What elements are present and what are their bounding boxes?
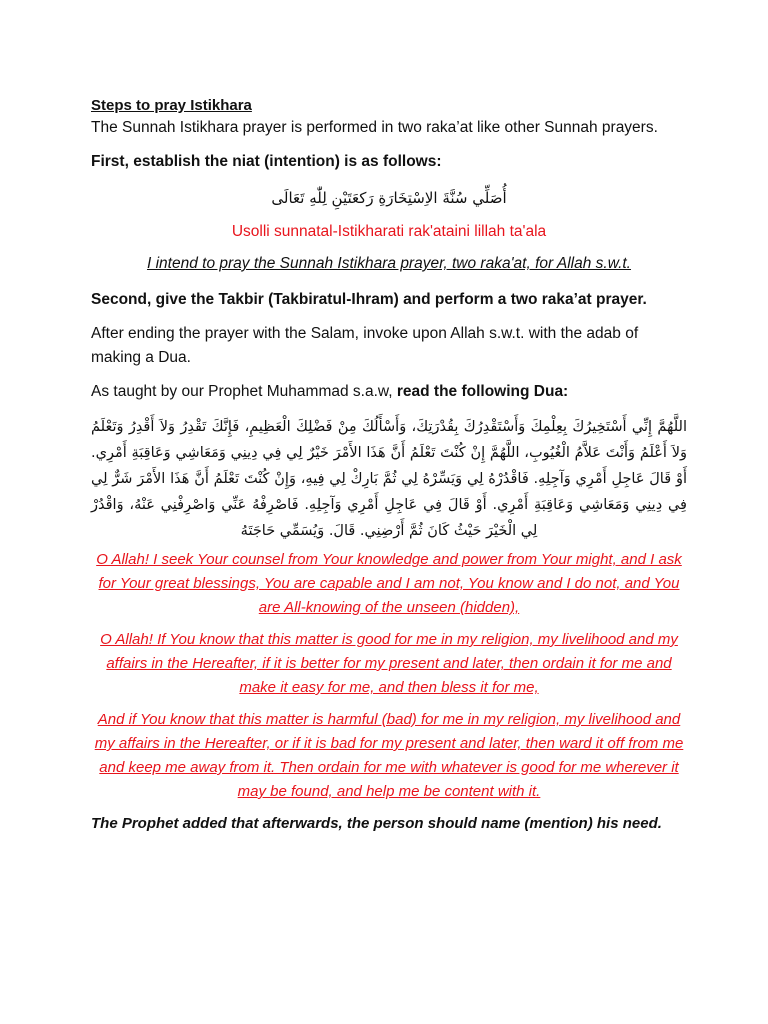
document-body: [91, 96, 687, 836]
dua-intro-bold: read the following Dua:: [396, 383, 569, 400]
niat-arabic-text: أُصَلِّي سُنَّةَ الاِسْتِخَارَةِ رَكعَتَيْنِ لِلّٰهِ تَعَالَى: [271, 189, 507, 207]
dua-translation-part-2: O Allah! If You know that this matter is good for me in my religion, my livelihood and my affairs in the Hereafter, if it is better for my present and later, then ordain it for me and make it easy for me, and then bless it for me,: [100, 631, 678, 696]
intro-paragraph: The Sunnah Istikhara prayer is performed in two raka’at like other Sunnah prayers.: [91, 119, 658, 136]
after-prayer-paragraph: After ending the prayer with the Salam, invoke upon Allah s.w.t. with the adab of making a Dua.: [91, 325, 639, 366]
step-one-heading: First, establish the niat (intention) is as follows:: [91, 153, 442, 170]
niat-translation: I intend to pray the Sunnah Istikhara prayer, two raka'at, for Allah s.w.t.: [146, 255, 631, 272]
page-title: Steps to pray Istikhara: [91, 97, 252, 114]
niat-transliteration: Usolli sunnatal-Istikharati rak'ataini lillah ta'ala: [231, 223, 547, 240]
closing-note: The Prophet added that afterwards, the person should name (mention) his need.: [91, 815, 662, 832]
dua-translation-part-1: O Allah! I seek Your counsel from Your knowledge and power from Your might, and I ask for Your great blessings, You are capable and I am not, You know and I do not, and You are All-knowing of the unseen (hidden),: [96, 551, 682, 616]
dua-intro: [91, 380, 687, 404]
dua-translation-part-3: And if You know that this matter is harmful (bad) for me in my religion, my livelihood and my affairs in the Hereafter, or if it is bad for my present and later, then ward it off from me and keep me away from it. Then ordain for me with whatever is good for me wherever it may be found, and help me be content with it.: [94, 711, 684, 800]
step-two-heading: Second, give the Takbir (Takbiratul-Ihram) and perform a two raka’at prayer.: [91, 291, 647, 308]
dua-arabic-text: اللَّهُمَّ إِنِّي أَسْتَخِيرُكَ بِعِلْمِكَ وَأَسْتَقْدِرُكَ بِقُدْرَتِكَ، وَأَسْأَلُكَ مِنْ فَضْلِكَ الْعَظِيمِ، فَإِنَّكَ تَقْدِرُ وَلاَ أَقْدِرُ وَتَعْلَمُ وَلاَ أَعْلَمُ وَأَنْتَ عَلاَّمُ الْغُيُوبِ، اللَّهُمَّ إِنْ كُنْتَ تَعْلَمُ أَنَّ هَذَا الأَمْرَ خَيْرٌ لِي فِي دِينِي وَمَعَاشِي وَعَاقِبَةِ أَمْرِي. أَوْ قَالَ عَاجِلِ أَمْرِي وَآجِلِهِ. فَاقْدُرْهُ لِي وَيَسِّرْهُ لِي ثُمَّ بَارِكْ لِي فِيهِ، وَإِنْ كُنْتَ تَعْلَمُ أَنَّ هَذَا الأَمْرَ شَرٌّ لِي فِي دِينِي وَمَعَاشِي وَعَاقِبَةِ أَمْرِي. أَوْ قَالَ فِي عَاجِلِ أَمْرِي وَآجِلِهِ. فَاصْرِفْهُ عَنِّي وَاصْرِفْنِي عَنْهُ، وَاقْدُرْ لِي الْخَيْرَ حَيْثُ كَانَ ثُمَّ أَرْضِنِي. قَالَ. وَيُسَمِّي حَاجَتَهُ: [91, 419, 687, 539]
dua-intro-plain: As taught by our Prophet Muhammad s.a.w,: [91, 383, 397, 400]
